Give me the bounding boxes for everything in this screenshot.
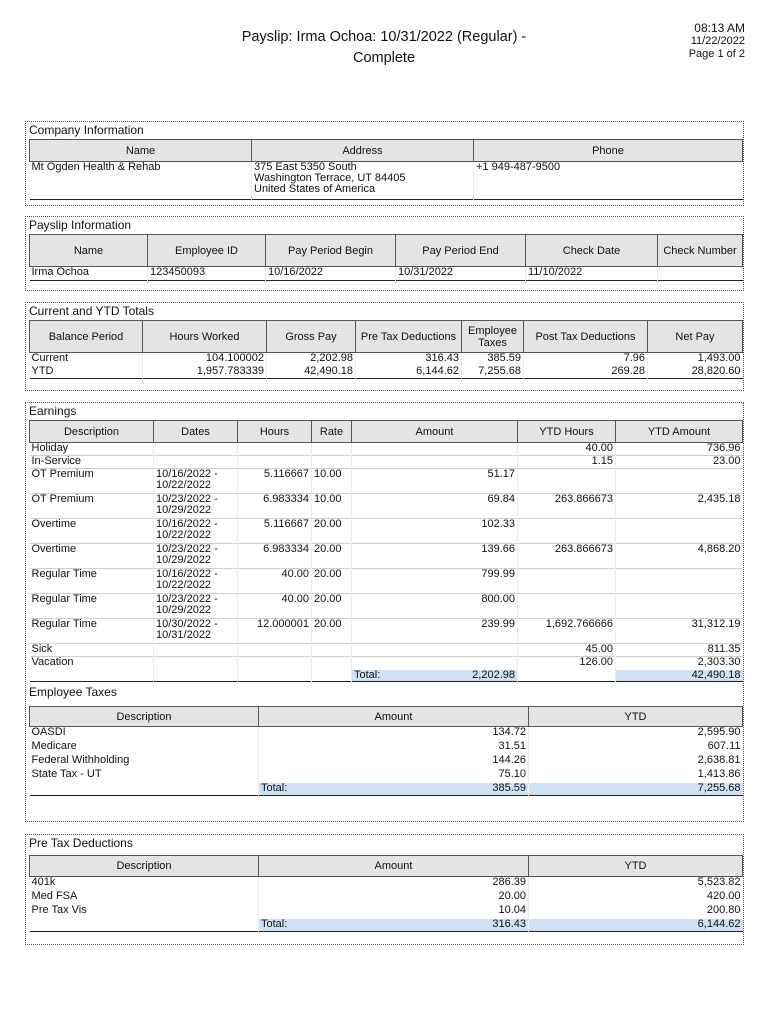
print-date: 11/22/2022 — [690, 35, 745, 47]
column-header: Hours Worked — [143, 321, 267, 353]
earning-rate — [312, 443, 352, 456]
taxes-total-row — [30, 783, 743, 796]
column-header: Dates — [154, 421, 238, 443]
payslip-table — [29, 234, 743, 281]
column-header: Description — [30, 856, 259, 877]
earning-hours — [238, 456, 312, 469]
earning-ytd-amount — [616, 569, 743, 594]
deduction-amount: 286.39 — [259, 877, 529, 891]
earning-hours: 6.983334 — [238, 544, 312, 569]
column-header: Description — [30, 421, 154, 443]
earning-description: OT Premium — [30, 469, 154, 494]
earning-dates — [154, 619, 238, 644]
pre-tax-deductions: 316.43 — [356, 353, 462, 366]
column-header: YTD — [529, 707, 743, 727]
table-row — [30, 741, 743, 755]
earning-ytd-hours — [518, 569, 616, 594]
section-title: Employee Taxes — [29, 685, 117, 699]
earning-amount: 51.17 — [352, 469, 518, 494]
earning-dates — [154, 594, 238, 619]
total-cell — [352, 670, 518, 682]
address-line: United States of America — [254, 183, 376, 195]
column-header: Amount — [259, 856, 529, 877]
earning-hours: 40.00 — [238, 569, 312, 594]
tax-amount: 144.26 — [259, 755, 529, 769]
table-row — [30, 755, 743, 769]
date-line: 10/22/2022 — [156, 529, 212, 541]
earning-hours: 40.00 — [238, 594, 312, 619]
column-header: Name — [30, 140, 252, 162]
company-phone: +1 949-487-9500 — [474, 162, 743, 200]
check-number — [658, 267, 743, 281]
empty-cell — [30, 919, 259, 932]
gross-pay: 42,490.18 — [267, 366, 356, 379]
table-row — [30, 877, 743, 891]
date-line: 10/22/2022 — [156, 479, 212, 491]
earning-rate — [312, 644, 352, 657]
column-header: Check Number — [658, 235, 743, 267]
deduction-amount: 20.00 — [259, 891, 529, 905]
earning-rate: 10.00 — [312, 469, 352, 494]
earning-ytd-amount — [616, 469, 743, 494]
earning-amount: 239.99 — [352, 619, 518, 644]
earning-dates — [154, 644, 238, 657]
earning-amount: 800.00 — [352, 594, 518, 619]
column-header: Post Tax Deductions — [524, 321, 648, 353]
date-line: 10/29/2022 — [156, 604, 212, 616]
total-cell — [259, 919, 529, 932]
check-date: 11/10/2022 — [526, 267, 658, 281]
column-header: Description — [30, 707, 259, 727]
earning-amount: 799.99 — [352, 569, 518, 594]
column-header: Employee ID — [148, 235, 266, 267]
earning-hours — [238, 443, 312, 456]
earning-rate: 20.00 — [312, 569, 352, 594]
tax-description: Federal Withholding — [31, 753, 130, 766]
column-header: Amount — [259, 707, 529, 727]
table-row — [30, 456, 743, 469]
total-ytd: 7,255.68 — [529, 783, 743, 796]
section-title: Pre Tax Deductions — [29, 836, 133, 850]
current-ytd-totals-section — [25, 302, 744, 391]
earning-hours: 5.116667 — [238, 469, 312, 494]
earning-rate: 10.00 — [312, 494, 352, 519]
earnings-taxes-section — [25, 402, 744, 822]
empty-cell — [518, 670, 616, 682]
tax-amount: 31.51 — [259, 741, 529, 755]
company-name: Mt Ogden Health & Rehab — [31, 161, 161, 173]
employee-id: 123450093 — [148, 267, 266, 281]
earning-ytd-hours: 126.00 — [518, 657, 616, 670]
column-header: YTD Hours — [518, 421, 616, 443]
table-row — [30, 353, 743, 366]
company-address — [252, 162, 474, 200]
earning-amount — [352, 644, 518, 657]
earning-rate: 20.00 — [312, 619, 352, 644]
tax-description: OASDI — [31, 726, 66, 738]
total-label: Total: — [261, 781, 288, 794]
title-line-1: Payslip: Irma Ochoa: 10/31/2022 (Regular) - — [241, 29, 527, 45]
earning-ytd-amount — [616, 519, 743, 544]
deduction-description: Med FSA — [31, 889, 78, 902]
earning-description: Overtime — [30, 544, 154, 569]
deduction-ytd: 5,523.82 — [529, 877, 743, 891]
earning-amount — [352, 443, 518, 456]
column-header: YTD — [529, 856, 743, 877]
print-time: 08:13 AM — [694, 21, 745, 35]
earning-rate: 20.00 — [312, 594, 352, 619]
earning-ytd-hours: 263.866673 — [518, 494, 616, 519]
total-amount: 385.59 — [492, 781, 526, 794]
earning-amount: 139.66 — [352, 544, 518, 569]
title-line-2: Complete — [352, 50, 416, 66]
pay-period-begin: 10/16/2022 — [266, 267, 396, 281]
earning-ytd-hours: 1,692.766666 — [518, 619, 616, 644]
earning-hours: 6.983334 — [238, 494, 312, 519]
earning-ytd-hours — [518, 469, 616, 494]
earning-description: Vacation — [30, 657, 154, 670]
table-row — [30, 905, 743, 919]
earning-rate: 20.00 — [312, 519, 352, 544]
earning-dates — [154, 494, 238, 519]
earning-hours: 5.116667 — [238, 519, 312, 544]
deduction-description: 401k — [31, 876, 56, 888]
tax-amount: 75.10 — [259, 769, 529, 783]
date-line: 10/22/2022 — [156, 579, 212, 591]
earning-description: Regular Time — [30, 594, 154, 619]
page-title — [200, 27, 568, 69]
date-line: 10/16/2022 - — [156, 568, 218, 580]
earning-ytd-hours: 263.866673 — [518, 544, 616, 569]
column-header: Phone — [474, 140, 743, 162]
earning-hours — [238, 657, 312, 670]
earning-amount: 69.84 — [352, 494, 518, 519]
payslip-information-section — [25, 216, 744, 291]
net-pay: 28,820.60 — [648, 366, 743, 379]
earning-dates — [154, 657, 238, 670]
address-line: Washington Terrace, UT 84405 — [254, 172, 406, 184]
earning-hours — [238, 644, 312, 657]
gross-pay: 2,202.98 — [267, 353, 356, 366]
section-title: Company Information — [29, 123, 144, 137]
table-row — [30, 727, 743, 741]
column-header: Check Date — [526, 235, 658, 267]
earning-rate — [312, 456, 352, 469]
date-line: 10/16/2022 - — [156, 468, 218, 480]
earning-ytd-amount: 2,435.18 — [616, 494, 743, 519]
tax-ytd: 2,638.81 — [529, 755, 743, 769]
pre-tax-deductions: 6,144.62 — [356, 366, 462, 379]
earning-dates — [154, 443, 238, 456]
earning-ytd-amount: 811.35 — [616, 644, 743, 657]
column-header: Net Pay — [648, 321, 743, 353]
earning-ytd-hours: 45.00 — [518, 644, 616, 657]
earning-description: Overtime — [30, 519, 154, 544]
earnings-table — [29, 420, 743, 682]
table-row — [30, 494, 743, 519]
empty-cell — [30, 783, 259, 796]
earning-rate — [312, 657, 352, 670]
table-row — [30, 644, 743, 657]
total-label: Total: — [261, 917, 288, 930]
empty-cell — [154, 670, 238, 682]
section-title: Payslip Information — [29, 218, 132, 232]
tax-description: Medicare — [31, 739, 77, 752]
earning-amount: 102.33 — [352, 519, 518, 544]
column-header: Gross Pay — [267, 321, 356, 353]
total-ytd-amount: 42,490.18 — [616, 670, 743, 682]
total-amount: 316.43 — [492, 917, 526, 930]
table-row — [30, 519, 743, 544]
employee-taxes: 7,255.68 — [462, 366, 524, 379]
total-ytd: 6,144.62 — [529, 919, 743, 932]
page-number: Page 1 of 2 — [688, 48, 745, 60]
post-tax-deductions: 7.96 — [524, 353, 648, 366]
section-title: Current and YTD Totals — [29, 304, 154, 318]
deduction-amount: 10.04 — [259, 905, 529, 919]
earning-dates — [154, 519, 238, 544]
table-row — [30, 769, 743, 783]
date-line: 10/23/2022 - — [156, 543, 218, 555]
table-row — [30, 544, 743, 569]
earning-hours: 12.000001 — [238, 619, 312, 644]
earnings-total-row — [30, 670, 743, 682]
column-header: Rate — [312, 421, 352, 443]
earning-ytd-amount — [616, 594, 743, 619]
tax-ytd: 607.11 — [529, 741, 743, 755]
column-header: Employee Taxes — [462, 321, 524, 353]
earning-dates — [154, 469, 238, 494]
employee-taxes: 385.59 — [462, 353, 524, 366]
pay-period-end: 10/31/2022 — [396, 267, 526, 281]
empty-cell — [312, 670, 352, 682]
deduction-ytd: 200.80 — [529, 905, 743, 919]
tax-description: State Tax - UT — [31, 767, 102, 780]
earning-description: Sick — [30, 644, 154, 657]
table-row — [30, 657, 743, 670]
earning-ytd-amount: 2,303.30 — [616, 657, 743, 670]
column-header: Pre Tax Deductions — [356, 321, 462, 353]
earning-description: Regular Time — [30, 619, 154, 644]
total-cell — [259, 783, 529, 796]
column-header: Amount — [352, 421, 518, 443]
table-row — [30, 594, 743, 619]
employee-taxes-table — [29, 706, 743, 796]
deduction-ytd: 420.00 — [529, 891, 743, 905]
earning-ytd-hours: 40.00 — [518, 443, 616, 456]
balance-period: YTD — [31, 364, 54, 377]
earning-amount — [352, 456, 518, 469]
total-label: Total: — [354, 668, 381, 681]
table-row — [30, 569, 743, 594]
column-header: Balance Period — [30, 321, 143, 353]
column-header: Pay Period End — [396, 235, 526, 267]
earning-description: OT Premium — [30, 494, 154, 519]
hours-worked: 104.100002 — [143, 353, 267, 366]
section-title: Earnings — [29, 404, 77, 418]
tax-ytd: 2,595.90 — [529, 727, 743, 741]
date-line: 10/29/2022 — [156, 504, 212, 516]
pre-tax-table — [29, 855, 743, 932]
tax-amount: 134.72 — [259, 727, 529, 741]
print-info — [689, 22, 745, 61]
totals-table — [29, 320, 743, 379]
date-line: 10/16/2022 - — [156, 518, 218, 530]
column-header: Hours — [238, 421, 312, 443]
date-line: 10/23/2022 - — [156, 493, 218, 505]
table-row — [30, 366, 743, 379]
column-header: Name — [30, 235, 148, 267]
date-line: 10/30/2022 - — [156, 618, 218, 630]
column-header: YTD Amount — [616, 421, 743, 443]
employee-name: Irma Ochoa — [31, 266, 89, 278]
date-line: 10/29/2022 — [156, 554, 212, 566]
earning-description: In-Service — [30, 456, 154, 469]
date-line: 10/23/2022 - — [156, 593, 218, 605]
earning-ytd-amount: 23.00 — [616, 456, 743, 469]
table-row — [30, 469, 743, 494]
column-header: Pay Period Begin — [266, 235, 396, 267]
total-amount: 2,202.98 — [472, 668, 515, 681]
hours-worked: 1,957.783339 — [143, 366, 267, 379]
earning-ytd-amount: 4,868.20 — [616, 544, 743, 569]
empty-cell — [30, 670, 154, 682]
balance-period: Current — [31, 352, 69, 364]
earning-ytd-amount: 31,312.19 — [616, 619, 743, 644]
table-row — [30, 619, 743, 644]
earning-dates — [154, 544, 238, 569]
date-line: 10/31/2022 — [156, 629, 212, 641]
earning-description: Regular Time — [30, 569, 154, 594]
earning-ytd-hours: 1.15 — [518, 456, 616, 469]
earning-dates — [154, 569, 238, 594]
earning-ytd-hours — [518, 594, 616, 619]
earnings-rows — [30, 443, 743, 670]
company-information-section — [25, 121, 744, 206]
table-row — [30, 891, 743, 905]
pretax-total-row — [30, 919, 743, 932]
empty-cell — [238, 670, 312, 682]
deduction-description: Pre Tax Vis — [31, 903, 87, 916]
pre-tax-deductions-section — [25, 834, 744, 945]
earning-description: Holiday — [30, 443, 154, 456]
earning-dates — [154, 456, 238, 469]
company-table — [29, 139, 743, 200]
earning-ytd-hours — [518, 519, 616, 544]
column-header: Address — [252, 140, 474, 162]
address-line: 375 East 5350 South — [254, 161, 357, 173]
net-pay: 1,493.00 — [648, 353, 743, 366]
earning-rate: 20.00 — [312, 544, 352, 569]
earning-ytd-amount: 736.96 — [616, 443, 743, 456]
tax-ytd: 1,413.86 — [529, 769, 743, 783]
post-tax-deductions: 269.28 — [524, 366, 648, 379]
table-row — [30, 443, 743, 456]
